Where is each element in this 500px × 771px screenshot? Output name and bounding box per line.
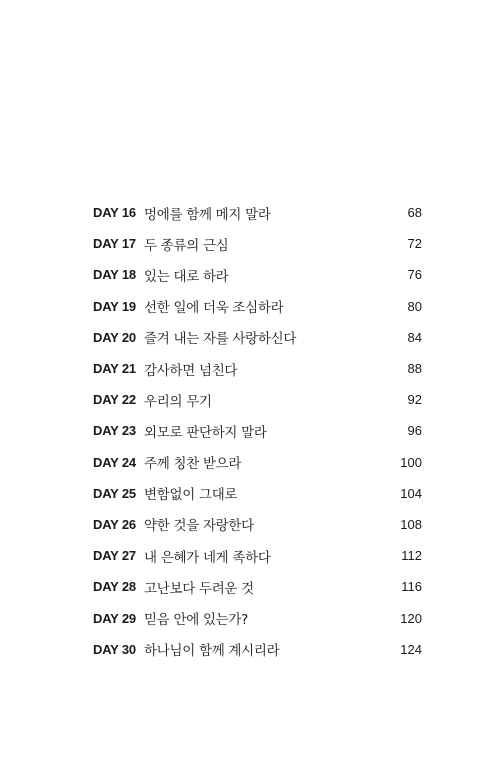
toc-page-number: 104 xyxy=(400,485,422,501)
table-of-contents xyxy=(93,197,422,665)
toc-day-label: DAY 16 xyxy=(93,205,136,221)
toc-day-label: DAY 18 xyxy=(93,267,136,283)
toc-entry-day-29 xyxy=(93,602,422,633)
toc-page-number: 112 xyxy=(401,548,422,564)
toc-entry-day-19 xyxy=(93,291,422,322)
toc-page-number: 84 xyxy=(407,329,422,345)
toc-page-number: 96 xyxy=(407,423,422,439)
toc-title: 외모로 판단하지 말라 xyxy=(144,424,267,441)
toc-page-number: 68 xyxy=(407,205,422,221)
toc-title: 하나님이 함께 계시리라 xyxy=(144,643,280,660)
toc-title: 믿음 안에 있는가? xyxy=(144,612,249,629)
toc-entry-day-28 xyxy=(93,571,422,602)
toc-title: 주께 칭찬 받으라 xyxy=(144,456,242,473)
toc-title: 멍에를 함께 메지 말라 xyxy=(144,206,271,223)
toc-title: 두 종류의 근심 xyxy=(144,237,229,254)
toc-entry-day-25 xyxy=(93,478,422,509)
toc-title: 있는 대로 하라 xyxy=(144,268,229,285)
toc-day-label: DAY 23 xyxy=(93,423,136,439)
toc-entry-day-27 xyxy=(93,540,422,571)
toc-day-label: DAY 26 xyxy=(93,516,136,532)
toc-page-number: 116 xyxy=(401,579,422,595)
toc-day-label: DAY 29 xyxy=(93,610,136,626)
toc-day-label: DAY 19 xyxy=(93,298,136,314)
toc-title: 고난보다 두려운 것 xyxy=(144,580,254,597)
toc-entry-day-17 xyxy=(93,228,422,259)
toc-title: 감사하면 넘친다 xyxy=(144,362,238,379)
toc-entry-day-16 xyxy=(93,197,422,228)
toc-title: 선한 일에 더욱 조심하라 xyxy=(144,300,284,317)
toc-page-number: 72 xyxy=(407,236,422,252)
toc-title: 약한 것을 자랑한다 xyxy=(144,518,254,535)
toc-day-label: DAY 20 xyxy=(93,329,136,345)
toc-day-label: DAY 17 xyxy=(93,236,136,252)
toc-day-label: DAY 28 xyxy=(93,579,136,595)
toc-title: 즐겨 내는 자를 사랑하신다 xyxy=(144,331,297,348)
toc-page-number: 76 xyxy=(407,267,422,283)
toc-title: 내 은혜가 네게 족하다 xyxy=(144,549,271,566)
toc-title: 변함없이 그대로 xyxy=(144,487,238,504)
toc-page-number: 124 xyxy=(400,641,422,657)
toc-entry-day-23 xyxy=(93,415,422,446)
toc-entry-day-18 xyxy=(93,259,422,290)
toc-day-label: DAY 25 xyxy=(93,485,136,501)
toc-page-number: 80 xyxy=(407,298,422,314)
toc-page-number: 100 xyxy=(400,454,422,470)
toc-page-number: 108 xyxy=(400,516,422,532)
toc-entry-day-22 xyxy=(93,384,422,415)
toc-page-number: 88 xyxy=(407,361,422,377)
toc-day-label: DAY 22 xyxy=(93,392,136,408)
toc-title: 우리의 무기 xyxy=(144,393,212,410)
toc-entry-day-30 xyxy=(93,634,422,665)
toc-entry-day-24 xyxy=(93,447,422,478)
toc-entry-day-20 xyxy=(93,322,422,353)
toc-entry-day-26 xyxy=(93,509,422,540)
toc-day-label: DAY 30 xyxy=(93,641,136,657)
toc-day-label: DAY 21 xyxy=(93,361,136,377)
toc-day-label: DAY 24 xyxy=(93,454,136,470)
toc-entry-day-21 xyxy=(93,353,422,384)
toc-page-number: 92 xyxy=(407,392,422,408)
toc-page-number: 120 xyxy=(400,610,422,626)
toc-day-label: DAY 27 xyxy=(93,548,136,564)
